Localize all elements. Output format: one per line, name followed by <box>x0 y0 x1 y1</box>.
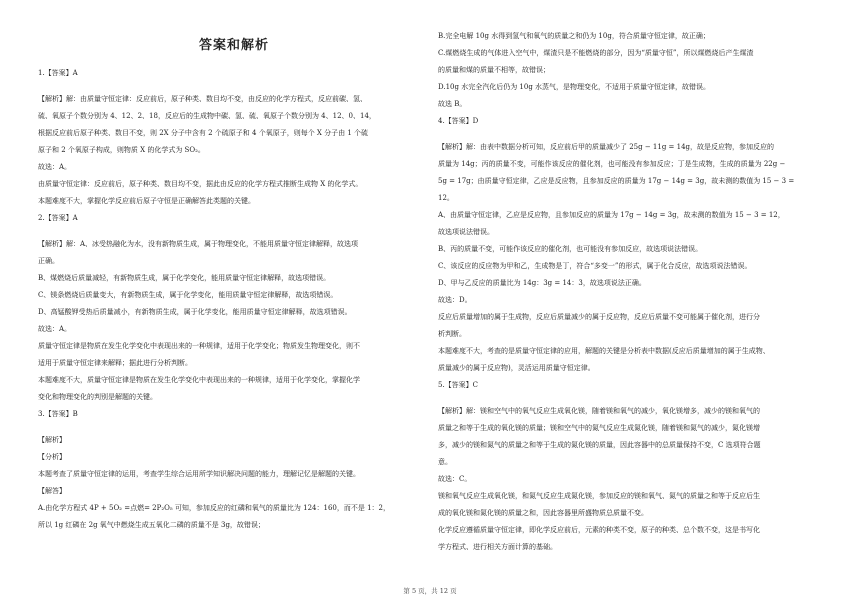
left-paragraph-line: 所以 1g 红磷在 2g 氧气中燃烧生成五氧化二磷的质量不是 3g，故错误； <box>38 521 265 529</box>
right-paragraph-line: D.10g 水完全汽化后仍为 10g 水蒸气，是物理变化，不适用于质量守恒定律，故错误。 <box>438 83 711 91</box>
right-paragraph-line: B.完全电解 10g 水得到氢气和氧气的质量之和仍为 10g，符合质量守恒定律，故正确； <box>438 32 710 40</box>
right-paragraph-line: C、该反应的反应物为甲和乙，生成物是丁，符合“多变一”的形式，属于化合反应，故选项说法错误。 <box>438 262 752 270</box>
left-paragraph-line: 本题难度不大，掌握化学反应前后原子守恒是正确解答此类题的关键。 <box>38 197 255 205</box>
right-paragraph-line: 多，减少的镁和氮气的质量之和等于生成的氮化镁的质量，因此容器中的总质量保持不变，C 选项符合题 <box>438 441 761 449</box>
left-paragraph-line: 硫、氧原子个数分别为 4、12、2、18，反应后的生成物中碳、氢、硫、氧原子个数分别为 4、12、0、14， <box>38 112 376 120</box>
right-paragraph-line: 质量减少的属于反应物)，灵活运用质量守恒定律。 <box>438 364 595 372</box>
right-paragraph-line: 5.【答案】C <box>438 381 479 389</box>
left-paragraph-line: 3.【答案】B <box>38 410 78 418</box>
right-paragraph-line: 反应后质量增加的属于生成物，反应后质量减少的属于反应物，反应后质量不变可能属于催化剂，进行分 <box>438 313 760 321</box>
left-column <box>38 0 430 534</box>
left-paragraph-line: 1.【答案】A <box>38 69 78 77</box>
left-paragraph-line: 变化和物理变化的判别是解题的关键。 <box>38 393 157 401</box>
right-paragraph-line: 故选：C。 <box>438 475 472 483</box>
right-text-block <box>438 28 830 556</box>
right-paragraph-line: D、甲与乙反应的质量比为 14g：3g = 14：3，故选项说法正确。 <box>438 279 646 287</box>
left-paragraph-line: 原子和 2 个氧原子构成，则物质 X 的化学式为 SO₂。 <box>38 146 205 154</box>
right-paragraph-line: 镁和氧气反应生成氧化镁，和氮气反应生成氮化镁，参加反应的镁和氧气、氮气的质量之和等于反应后生 <box>438 492 760 500</box>
left-paragraph-line: 本题考查了质量守恒定律的运用，考查学生综合运用所学知识解决问题的能力，理解记忆是解题的关键。 <box>38 470 360 478</box>
right-paragraph-line: 析判断。 <box>438 330 466 338</box>
right-paragraph-line: 学方程式、进行相关方面计算的基础。 <box>438 543 557 551</box>
right-paragraph-line: 意。 <box>438 458 452 466</box>
left-paragraph-line: 故选：A。 <box>38 163 72 171</box>
left-paragraph-line: C、镁条燃烧后质量变大，有新物质生成，属于化学变化，能用质量守恒定律解释，故选项错误。 <box>38 291 338 299</box>
right-paragraph-line: 化学反应遵循质量守恒定律，即化学反应前后，元素的种类不变，原子的种类、总个数不变，这是书写化 <box>438 526 760 534</box>
left-paragraph-line: 适用于质量守恒定律来解释；据此进行分析判断。 <box>38 359 192 367</box>
right-paragraph-line <box>438 130 830 139</box>
right-paragraph-line: 故选：D。 <box>438 296 472 304</box>
left-paragraph-line: 由质量守恒定律：反应前后，原子种类、数目均不变，据此由反应的化学方程式推断生成物 X 的化学式。 <box>38 180 363 188</box>
left-paragraph-line: 根据反应前后原子种类、数目不变，则 2X 分子中含有 2 个硫原子和 4 个氧原子，则每个 X 分子由 1 个硫 <box>38 129 369 137</box>
right-paragraph-line: 【解析】解：由表中数据分析可知，反应前后甲的质量减少了 25g − 11g = 14g，故是反应物，参加反应的 <box>438 143 775 151</box>
left-paragraph-line: 质量守恒定律是物质在发生化学变化中表现出来的一种规律，适用于化学变化；物质发生物理变化，则不 <box>38 342 360 350</box>
right-paragraph-line: 4.【答案】D <box>438 117 479 125</box>
right-paragraph-line: B、丙的质量不变，可能作该反应的催化剂，也可能没有参加反应，故选项说法错误。 <box>438 245 703 253</box>
left-paragraph-line: B、煤燃烧后质量减轻，有新物质生成，属于化学变化，能用质量守恒定律解释，故选项错误。 <box>38 274 331 282</box>
left-paragraph-line: 【分析】 <box>38 453 66 461</box>
left-paragraph-line <box>38 423 430 432</box>
left-paragraph-line: 【解析】解：A、冰受热融化为水，没有新物质生成，属于物理变化，不能用质量守恒定律解释，故选项 <box>38 240 359 248</box>
right-paragraph-line: 质量为 14g；丙的质量不变，可能作该反应的催化剂，也可能没有参加反应；丁是生成物，生成的质量为 22g − <box>438 160 786 168</box>
page-footer: 第 5 页，共 12 页 <box>403 587 457 595</box>
left-paragraph-line: 本题难度不大，质量守恒定律是物质在发生化学变化中表现出来的一种规律，适用于化学变化，掌握化学 <box>38 376 360 384</box>
right-paragraph-line: 故选项说法错误。 <box>438 228 494 236</box>
left-paragraph-line: 【解析】解：由质量守恒定律：反应前后，原子种类、数目均不变，由反应的化学方程式，反应前碳、氢、 <box>38 95 367 103</box>
right-paragraph-line: C.煤燃烧生成的气体进入空气中，煤渣只是不能燃烧的部分，因为“质量守恒”，所以煤燃烧后产生煤渣 <box>438 49 754 57</box>
right-paragraph-line: 的质量和煤的质量不相等，故错误； <box>438 66 550 74</box>
right-column <box>438 0 830 556</box>
left-paragraph-line: 故选：A。 <box>38 325 72 333</box>
right-paragraph-line: 【解析】解：镁和空气中的氧气反应生成氧化镁，随着镁和氧气的减少，氧化镁增多，减少的镁和氧气的 <box>438 407 760 415</box>
right-paragraph-line: 质量之和等于生成的氧化镁的质量；镁和空气中的氮气反应生成氮化镁，随着镁和氮气的减少，氮化镁增 <box>438 424 760 432</box>
left-paragraph-line: 2.【答案】A <box>38 214 78 222</box>
left-text-block <box>38 65 430 534</box>
left-paragraph-line <box>38 227 430 236</box>
left-paragraph-line: 正确。 <box>38 257 59 265</box>
right-paragraph-line: 5g = 17g；由质量守恒定律，乙应是反应物，且参加反应的质量为 17g − 14g = 3g，故未测的数值为 15 − 3 = <box>438 177 795 185</box>
right-paragraph-line: 故选 B。 <box>438 100 467 108</box>
right-paragraph-line <box>438 394 830 403</box>
left-paragraph-line: A.由化学方程式 4P + 5O₂ =点燃= 2P₂O₅ 可知，参加反应的红磷和氧气的质量比为 124：160，而不是 1：2， <box>38 504 390 512</box>
right-paragraph-line: 成的氧化镁和氮化镁的质量之和，因此容器里所盛物质总质量不变。 <box>438 509 648 517</box>
left-paragraph-line: D、高锰酸钾受热后质量减小，有新物质生成，属于化学变化，能用质量守恒定律解释，故选项错误。 <box>38 308 352 316</box>
right-paragraph-line: 12。 <box>438 194 454 202</box>
left-paragraph-line: 【解析】 <box>38 436 66 444</box>
left-paragraph-line <box>38 82 430 91</box>
right-paragraph-line: A、由质量守恒定律，乙应是反应物，且参加反应的质量为 17g − 14g = 3g，故未测的数值为 15 − 3 = 12， <box>438 211 785 219</box>
page-title: 答案和解析 <box>198 38 269 53</box>
left-paragraph-line: 【解答】 <box>38 487 66 495</box>
right-paragraph-line: 本题难度不大，考查的是质量守恒定律的应用，解题的关键是分析表中数据(反应后质量增加的属于生成物、 <box>438 347 770 355</box>
